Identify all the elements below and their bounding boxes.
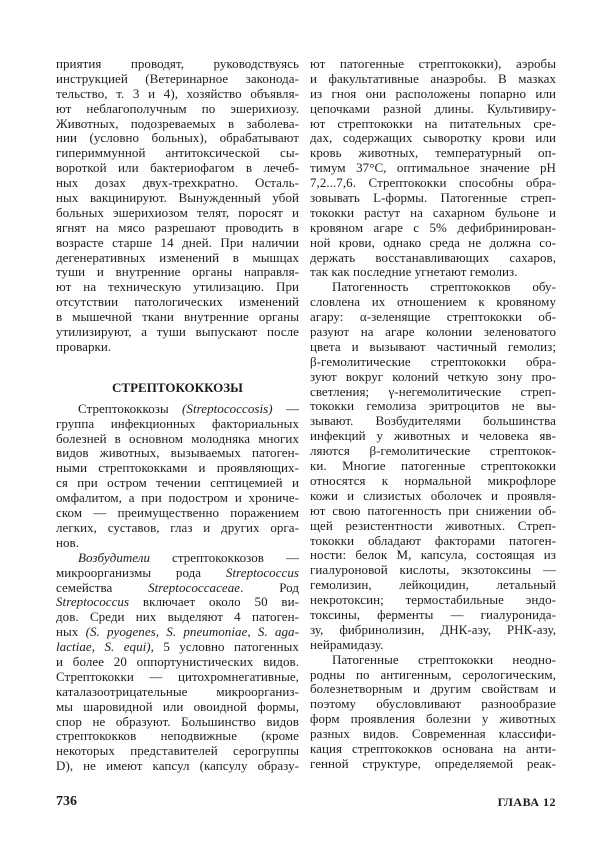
- text-line: туши и внутренние органы направля-: [56, 264, 299, 280]
- page-number: 736: [56, 794, 77, 809]
- text-block-escherichiosis-end: [56, 57, 299, 355]
- text-line: Возбудители стрептококкозов —: [78, 549, 299, 565]
- text-line: легких, суставов, глаз и других орга-: [56, 519, 299, 535]
- text-line: гипериммунной антитоксической сы-: [56, 145, 299, 161]
- text-line: ными стрептококками и проявляющих-: [56, 460, 299, 476]
- text-line: так как последние угнетают гемолиз.: [310, 264, 518, 280]
- text-line: тококки гемолиза эритроцитов не вы-: [310, 398, 556, 414]
- text-line: поэтому обусловливают разнообразие: [310, 696, 556, 712]
- text-line: родны по антигенным, серологическим,: [310, 666, 556, 682]
- text-line: 7,2...7,6. Стрептококки способны обра-: [310, 175, 556, 191]
- text-line: D), не имеют капсул (капсулу образу-: [56, 758, 299, 774]
- text-line: ляются β-гемолитические стрептокок-: [310, 443, 556, 459]
- text-line: вороткой или бактериофагом в лечеб-: [56, 160, 299, 176]
- italic-term: lactiae, S. equi),: [56, 639, 154, 655]
- italic-term: (S. pyogenes, S. pneumoniae, S. aga-: [85, 624, 299, 640]
- chapter-label: ГЛАВА 12: [497, 795, 556, 809]
- text-line: Стрептококки — цитохромнегативные,: [56, 668, 299, 684]
- text-line: в мышечной ткани внутренние органы: [56, 309, 299, 325]
- text-line: разуют на агаре колонии зеленоватого: [310, 324, 556, 340]
- text-line: ных дозах двух-трехкратно. Осталь-: [56, 175, 299, 191]
- text-line: ности: белок М, капсула, состоящая из: [310, 547, 556, 563]
- text-line: из гноя они расположены попарно или: [310, 85, 556, 101]
- text-line: дегенеративных изменений в мышцах: [56, 249, 299, 265]
- text-line: кровь животных, температурный оп-: [310, 145, 556, 161]
- text-line: и более 20 оппортунистических видов.: [56, 653, 299, 669]
- text-line: ском — преимущественно поражением: [56, 505, 299, 521]
- text-line: светления; γ-негемолитические стреп-: [310, 383, 556, 399]
- text-line: тококки обладают факторами патоген-: [310, 532, 556, 548]
- text-line: кровяном агаре с 5% дефибринирован-: [310, 219, 556, 235]
- text-line: зуют вокруг колоний четкую зону про-: [310, 368, 556, 384]
- text-block-streptococcosis: [56, 402, 299, 774]
- text-line: ных вакцинируют. Вынужденный убой: [56, 190, 299, 206]
- text-line: ягнят на мясо разрешают проводить в: [56, 219, 299, 235]
- section-gap: [56, 355, 299, 380]
- italic-term: Streptococcus: [56, 594, 130, 610]
- text-line: нейрамидазу.: [310, 636, 384, 652]
- text-line: lactiae, S. equi), 5 условно патогенных: [56, 639, 299, 655]
- text-line: генной структуре, определяемой реак-: [310, 755, 556, 771]
- text-line: проварки.: [56, 338, 112, 354]
- text-line: Животных, подозреваемых в заболева-: [56, 115, 299, 131]
- text-line: нов.: [56, 534, 80, 550]
- text-line: дов. Среди них выделяют 4 патоген-: [56, 609, 299, 625]
- text-line: семейства Streptococcaceae. Род: [56, 579, 299, 595]
- text-line: каталазоотрицательные микроорганиз-: [56, 683, 299, 699]
- text-line: омфалитом, а при подостром и хрониче-: [56, 490, 299, 506]
- text-line: зу, фибринолизин, ДНК-азу, РНК-азу,: [310, 621, 556, 637]
- text-line: видов животных, вызываемых патоген-: [56, 445, 299, 461]
- text-line: ют неблагополучным по эшерихиозу.: [56, 100, 299, 116]
- text-line: болезней в основном молодняка многих: [56, 430, 299, 446]
- text-line: агару: α-зеленящие стрептококки об-: [310, 309, 556, 325]
- text-line: инструкцией (Ветеринарное законода-: [56, 70, 299, 86]
- text-line: относятся к нормальной микрофлоре: [310, 472, 556, 488]
- text-line: цвета и вызывают частичный гемолиз;: [310, 338, 556, 354]
- text-line: группа инфекционных факториальных: [56, 415, 299, 431]
- text-line: тимум 37°С, оптимальное значение рН: [310, 160, 556, 176]
- text-line: мы шаровидной или овоидной формы,: [56, 698, 299, 714]
- text-line: Патогенные стрептококки неодно-: [332, 651, 556, 667]
- text-line: спор не образуют. Большинство видов: [56, 713, 299, 729]
- text-line: болезнетворным и другим свойствам и: [310, 681, 556, 697]
- text-line: больных эшерихиозом телят, поросят и: [56, 204, 299, 220]
- left-column: [56, 57, 299, 774]
- text-line: зывают. Возбудителями большинства: [310, 413, 556, 429]
- text-line: некротоксин; термостабильные эндо-: [310, 592, 556, 608]
- text-line: ют свою патогенность при снижении об-: [310, 502, 556, 518]
- text-line: форм проявления болезни у животных: [310, 711, 556, 727]
- text-line: ют патогенные стрептококки), аэробы: [310, 56, 556, 71]
- text-line: кация стрептококков основана на анти-: [310, 740, 556, 756]
- text-line: тококки растут на сахарном бульоне и: [310, 204, 556, 220]
- text-line: инфекций у животных и человека яв-: [310, 428, 556, 444]
- text-line: Стрептококкозы (Streptococcosis) —: [78, 400, 299, 416]
- text-line: тельство, т. 3 и 4), хозяйство объявля-: [56, 85, 299, 101]
- text-line: ся при остром течении септицемией и: [56, 475, 299, 491]
- right-column: [310, 57, 556, 772]
- text-line: ки. Многие патогенные стрептококки: [310, 458, 556, 474]
- text-line: словлена их отношением к кровяному: [310, 294, 556, 310]
- text-line: зовывать L-формы. Патогенные стреп-: [310, 190, 556, 206]
- text-line: разных видов. Современная классифи-: [310, 726, 556, 742]
- text-line: гемолизин, лейкоцидин, летальный: [310, 577, 556, 593]
- text-line: нии (условно больных), обрабатывают: [56, 130, 299, 146]
- italic-term: (Streptococcosis): [182, 400, 273, 416]
- text-line: возрасте старше 14 дней. При наличии: [56, 234, 299, 250]
- text-line: кожи и слизистых оболочек и проявля-: [310, 487, 556, 503]
- italic-term: Возбудители: [78, 549, 151, 565]
- text-line: ют на техническую утилизацию. При: [56, 279, 299, 295]
- section-heading: СТРЕПТОКОККОЗЫ: [112, 379, 243, 395]
- text-line: утилизируют, а туши выпускают после: [56, 324, 299, 340]
- text-line: цепочками разной длины. Культивиру-: [310, 100, 556, 116]
- text-line: дах, содержащих сыворотку крови или: [310, 130, 556, 146]
- text-line: некоторых представителей серогруппы: [56, 743, 299, 759]
- text-line: β-гемолитические стрептококки обра-: [310, 353, 556, 369]
- text-line: стрептококков неподвижные (кроме: [56, 728, 299, 744]
- text-line: ной крови, однако среда не должна со-: [310, 234, 556, 250]
- text-line: Streptococcus включает около 50 ви-: [56, 594, 299, 610]
- text-line: ют стрептококки на питательных сре-: [310, 115, 556, 131]
- italic-term: Streptococcus: [225, 564, 299, 580]
- text-line: отсутствии патологических изменений: [56, 294, 299, 310]
- text-line: приятия проводят, руководствуясь: [56, 56, 299, 71]
- text-line: держать восстанавливающих сахаров,: [310, 249, 556, 265]
- text-line: Патогенность стрептококков обу-: [332, 279, 556, 295]
- text-line: токсины, ферменты — гиалуронида-: [310, 606, 556, 622]
- text-line: ных (S. pyogenes, S. pneumoniae, S. aga-: [56, 624, 299, 640]
- text-line: щей резистентности животных. Стреп-: [310, 517, 556, 533]
- text-line: гиалуроновой кислоты, экзотоксины —: [310, 562, 556, 578]
- italic-term: Streptococcaceae: [148, 579, 241, 595]
- text-line: микроорганизмы рода Streptococcus: [56, 564, 299, 580]
- text-line: и факультативные анаэробы. В мазках: [310, 70, 556, 86]
